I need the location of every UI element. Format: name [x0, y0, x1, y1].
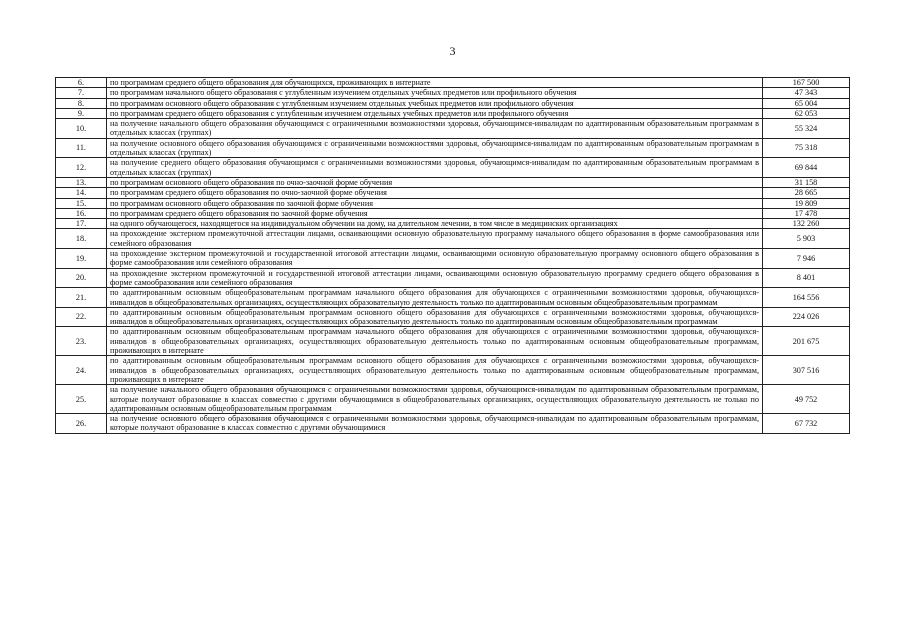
row-description: по программам основного общего образования по заочной форме обучения	[107, 198, 763, 208]
row-description: по адаптированным основным общеобразовательным программам начального общего образования для обучающихся с ограниченными возможностями здоровья, обучающихся-инвалидов в общеобразовательных организациях, осуществляющих образовательную деятельность только по адаптированным основным общеобразовательным программам, проживающих в интернате	[107, 327, 763, 356]
row-description: по программам начального общего образования с углубленным изучением отдельных учебных предметов или профильного обучения	[107, 88, 763, 98]
table-row	[56, 198, 850, 208]
row-number: 24.	[56, 356, 107, 385]
row-description: на получение основного общего образования обучающимся с ограниченными возможностями здоровья, обучающимся-инвалидам по адаптированным образовательным программам в отдельных классах (группах)	[107, 138, 763, 158]
row-value: 55 324	[763, 119, 850, 139]
row-description: по программам основного общего образования с углубленным изучением отдельных учебных предметов или профильного обучения	[107, 98, 763, 108]
row-number: 11.	[56, 138, 107, 158]
row-value: 75 318	[763, 138, 850, 158]
table-body	[56, 78, 850, 434]
row-number: 12.	[56, 158, 107, 178]
row-description: по программам среднего общего образования по очно-заочной форме обучения	[107, 188, 763, 198]
row-number: 20.	[56, 268, 107, 288]
row-description: по программам среднего общего образования с углубленным изучением отдельных учебных предметов или профильного обучения	[107, 108, 763, 118]
row-value: 7 946	[763, 249, 850, 269]
table-row	[56, 177, 850, 187]
page-number: 3	[449, 44, 456, 58]
table-row	[56, 356, 850, 385]
table-row	[56, 414, 850, 434]
row-description: на получение основного общего образования обучающимся с ограниченными возможностями здоровья, обучающимся-инвалидам по адаптированным образовательным программам, которые получают образование в классах совместно с другими обучающимися	[107, 414, 763, 434]
row-value: 47 343	[763, 88, 850, 98]
row-value: 69 844	[763, 158, 850, 178]
row-description: на прохождение экстерном промежуточной аттестации лицами, осваивающими основную образовательную программу начального общего образования в форме самообразования или семейного образования	[107, 229, 763, 249]
row-value: 167 500	[763, 78, 850, 88]
row-description: по программам основного общего образования по очно-заочной форме обучения	[107, 177, 763, 187]
row-number: 7.	[56, 88, 107, 98]
row-number: 19.	[56, 249, 107, 269]
row-value: 28 665	[763, 188, 850, 198]
row-description: по программам среднего общего образования для обучающихся, проживающих в интернате	[107, 78, 763, 88]
row-number: 10.	[56, 119, 107, 139]
table-row	[56, 208, 850, 218]
row-value: 19 809	[763, 198, 850, 208]
table-row	[56, 138, 850, 158]
row-number: 15.	[56, 198, 107, 208]
table-row	[56, 219, 850, 229]
row-description: по адаптированным основным общеобразовательным программам основного общего образования для обучающихся с ограниченными возможностями здоровья, обучающихся-инвалидов в общеобразовательных организациях, осуществляющих образовательную деятельность только по адаптированным основным общеобразовательным программам, проживающих в интернате	[107, 356, 763, 385]
table-row	[56, 249, 850, 269]
row-value: 307 516	[763, 356, 850, 385]
row-number: 13.	[56, 177, 107, 187]
table-row	[56, 119, 850, 139]
row-value: 49 752	[763, 385, 850, 414]
row-value: 132 260	[763, 219, 850, 229]
row-description: на получение начального общего образования обучающимся с ограниченными возможностями здоровья, обучающимся-инвалидам по адаптированным образовательным программам в отдельных классах (группах)	[107, 119, 763, 139]
row-number: 26.	[56, 414, 107, 434]
row-value: 62 053	[763, 108, 850, 118]
table-row	[56, 108, 850, 118]
row-number: 18.	[56, 229, 107, 249]
row-description: на получение среднего общего образования обучающимся с ограниченными возможностями здоровья, обучающимся-инвалидам по адаптированным образовательным программам в отдельных классах (группах)	[107, 158, 763, 178]
row-number: 14.	[56, 188, 107, 198]
row-value: 31 158	[763, 177, 850, 187]
row-value: 5 903	[763, 229, 850, 249]
row-value: 164 556	[763, 288, 850, 308]
table-row	[56, 327, 850, 356]
row-value: 67 732	[763, 414, 850, 434]
table-row	[56, 78, 850, 88]
row-number: 25.	[56, 385, 107, 414]
row-description: по адаптированным основным общеобразовательным программам начального общего образования для обучающихся с ограниченными возможностями здоровья, обучающихся-инвалидов в общеобразовательных организациях, осуществляющих образовательную деятельность только по адаптированным основным общеобразовательным программам	[107, 288, 763, 308]
table-row	[56, 158, 850, 178]
row-number: 6.	[56, 78, 107, 88]
table-row	[56, 307, 850, 327]
row-number: 23.	[56, 327, 107, 356]
table-row	[56, 385, 850, 414]
row-value: 65 004	[763, 98, 850, 108]
table-row	[56, 288, 850, 308]
row-description: на прохождение экстерном промежуточной и государственной итоговой аттестации лицами, осваивающими основную образовательную программу среднего общего образования в форме самообразования или семейного образования	[107, 268, 763, 288]
table-row	[56, 229, 850, 249]
row-number: 17.	[56, 219, 107, 229]
row-number: 9.	[56, 108, 107, 118]
data-table	[55, 77, 850, 434]
row-value: 17 478	[763, 208, 850, 218]
row-description: по программам среднего общего образования по заочной форме обучения	[107, 208, 763, 218]
row-description: на одного обучающегося, находящегося на индивидуальном обучении на дому, на длительном лечении, в том числе в медицинских организациях	[107, 219, 763, 229]
table-row	[56, 268, 850, 288]
row-number: 8.	[56, 98, 107, 108]
table-row	[56, 98, 850, 108]
row-description: на прохождение экстерном промежуточной и государственной итоговой аттестации лицами, осваивающими основную образовательную программу основного общего образования в форме самообразования или семейного образования	[107, 249, 763, 269]
table-row	[56, 88, 850, 98]
row-description: по адаптированным основным общеобразовательным программам основного общего образования для обучающихся с ограниченными возможностями здоровья, обучающихся-инвалидов в общеобразовательных организациях, осуществляющих образовательную деятельность только по адаптированным основным общеобразовательным программам	[107, 307, 763, 327]
table-row	[56, 188, 850, 198]
row-value: 8 401	[763, 268, 850, 288]
row-value: 224 026	[763, 307, 850, 327]
row-number: 21.	[56, 288, 107, 308]
row-number: 22.	[56, 307, 107, 327]
row-number: 16.	[56, 208, 107, 218]
row-description: на получение начального общего образования обучающимся с ограниченными возможностями здоровья, обучающимся-инвалидам по адаптированным образовательным программам, которые получают образование в классах совместно с другими обучающимися в общеобразовательных организациях, осуществляющих образовательную деятельность не только по адаптированным основным общеобразовательным программам	[107, 385, 763, 414]
row-value: 201 675	[763, 327, 850, 356]
